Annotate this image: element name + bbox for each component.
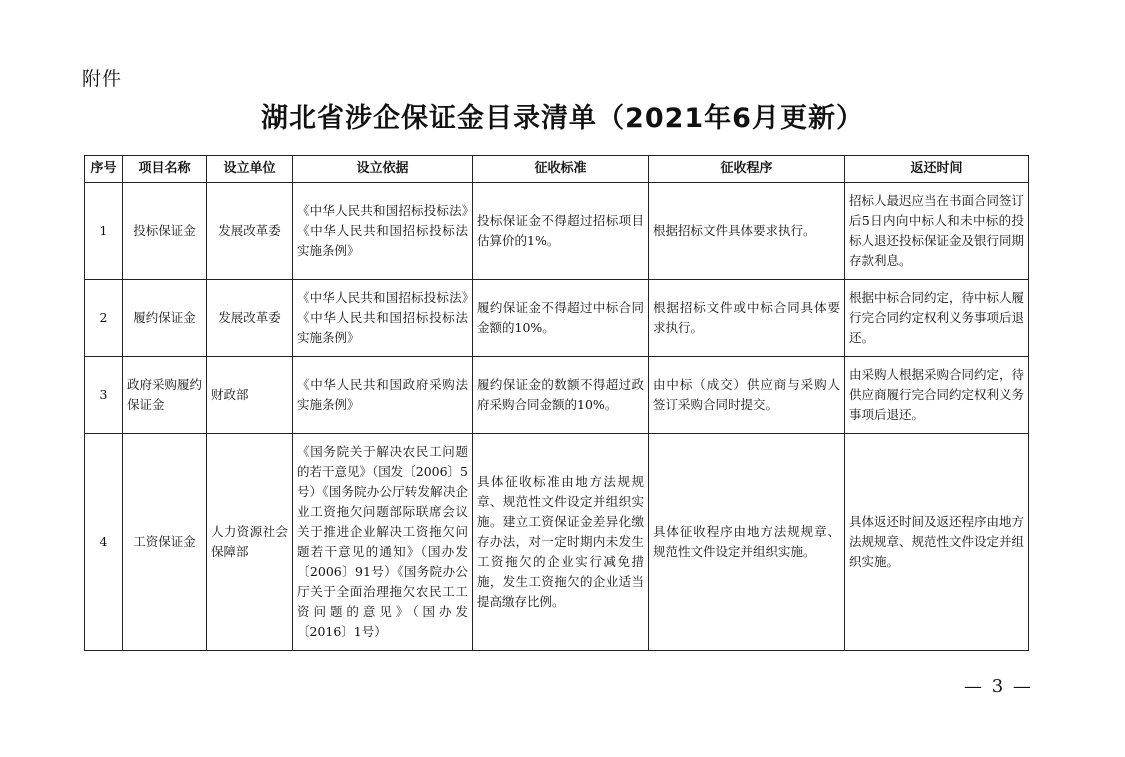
deposit-catalog-table (84, 155, 1029, 651)
cell-procedure: 由中标（成交）供应商与采购人签订采购合同时提交。 (649, 357, 845, 434)
cell-name: 政府采购履约保证金 (123, 357, 207, 434)
document-title: 湖北省涉企保证金目录清单（2021年6月更新） (261, 103, 864, 134)
cell-name: 履约保证金 (123, 280, 207, 357)
cell-return-time: 根据中标合同约定，待中标人履行完合同约定权利义务事项后退还。 (845, 280, 1029, 357)
cell-procedure: 根据招标文件或中标合同具体要求执行。 (649, 280, 845, 357)
cell-standard: 履约保证金不得超过中标合同金额的10%。 (473, 280, 649, 357)
header-basis: 设立依据 (293, 156, 473, 183)
header-no: 序号 (85, 156, 123, 183)
cell-no: 1 (85, 183, 123, 280)
cell-unit: 人力资源社会保障部 (207, 434, 293, 651)
cell-unit: 财政部 (207, 357, 293, 434)
cell-return-time: 招标人最迟应当在书面合同签订后5日内向中标人和未中标的投标人退还投标保证金及银行同期存款利息。 (845, 183, 1029, 280)
cell-name: 工资保证金 (123, 434, 207, 651)
cell-unit: 发展改革委 (207, 280, 293, 357)
header-return-time: 返还时间 (845, 156, 1029, 183)
cell-standard: 投标保证金不得超过招标项目估算价的1%。 (473, 183, 649, 280)
cell-return-time: 具体返还时间及返还程序由地方法规规章、规范性文件设定并组织实施。 (845, 434, 1029, 651)
table-row (85, 434, 1029, 651)
cell-standard: 履约保证金的数额不得超过政府采购合同金额的10%。 (473, 357, 649, 434)
page-number: — 3 — (964, 676, 1033, 697)
table-header-row (85, 156, 1029, 183)
cell-procedure: 具体征收程序由地方法规规章、规范性文件设定并组织实施。 (649, 434, 845, 651)
cell-no: 4 (85, 434, 123, 651)
cell-unit: 发展改革委 (207, 183, 293, 280)
cell-basis: 《国务院关于解决农民工问题的若干意见》（国发〔2006〕5号）《国务院办公厅转发解决企业工资拖欠问题部际联席会议关于推进企业解决工资拖欠问题若干意见的通知》（国办发〔2006〕91号）《国务院办公厅关于全面治理拖欠农民工工资问题的意见》（国办发〔2016〕1号） (293, 434, 473, 651)
header-standard: 征收标准 (473, 156, 649, 183)
cell-basis: 《中华人民共和国招标投标法》《中华人民共和国招标投标法实施条例》 (293, 280, 473, 357)
cell-no: 3 (85, 357, 123, 434)
cell-name: 投标保证金 (123, 183, 207, 280)
header-name: 项目名称 (123, 156, 207, 183)
cell-basis: 《中华人民共和国招标投标法》《中华人民共和国招标投标法实施条例》 (293, 183, 473, 280)
cell-standard: 具体征收标准由地方法规规章、规范性文件设定并组织实施。建立工资保证金差异化缴存办法，对一定时期内未发生工资拖欠的企业实行减免措施，发生工资拖欠的企业适当提高缴存比例。 (473, 434, 649, 651)
table-row (85, 280, 1029, 357)
cell-basis: 《中华人民共和国政府采购法实施条例》 (293, 357, 473, 434)
header-procedure: 征收程序 (649, 156, 845, 183)
table-row (85, 183, 1029, 280)
cell-return-time: 由采购人根据采购合同约定，待供应商履行完合同约定权利义务事项后退还。 (845, 357, 1029, 434)
table-row (85, 357, 1029, 434)
cell-procedure: 根据招标文件具体要求执行。 (649, 183, 845, 280)
cell-no: 2 (85, 280, 123, 357)
attachment-label: 附件 (82, 68, 123, 90)
header-unit: 设立单位 (207, 156, 293, 183)
